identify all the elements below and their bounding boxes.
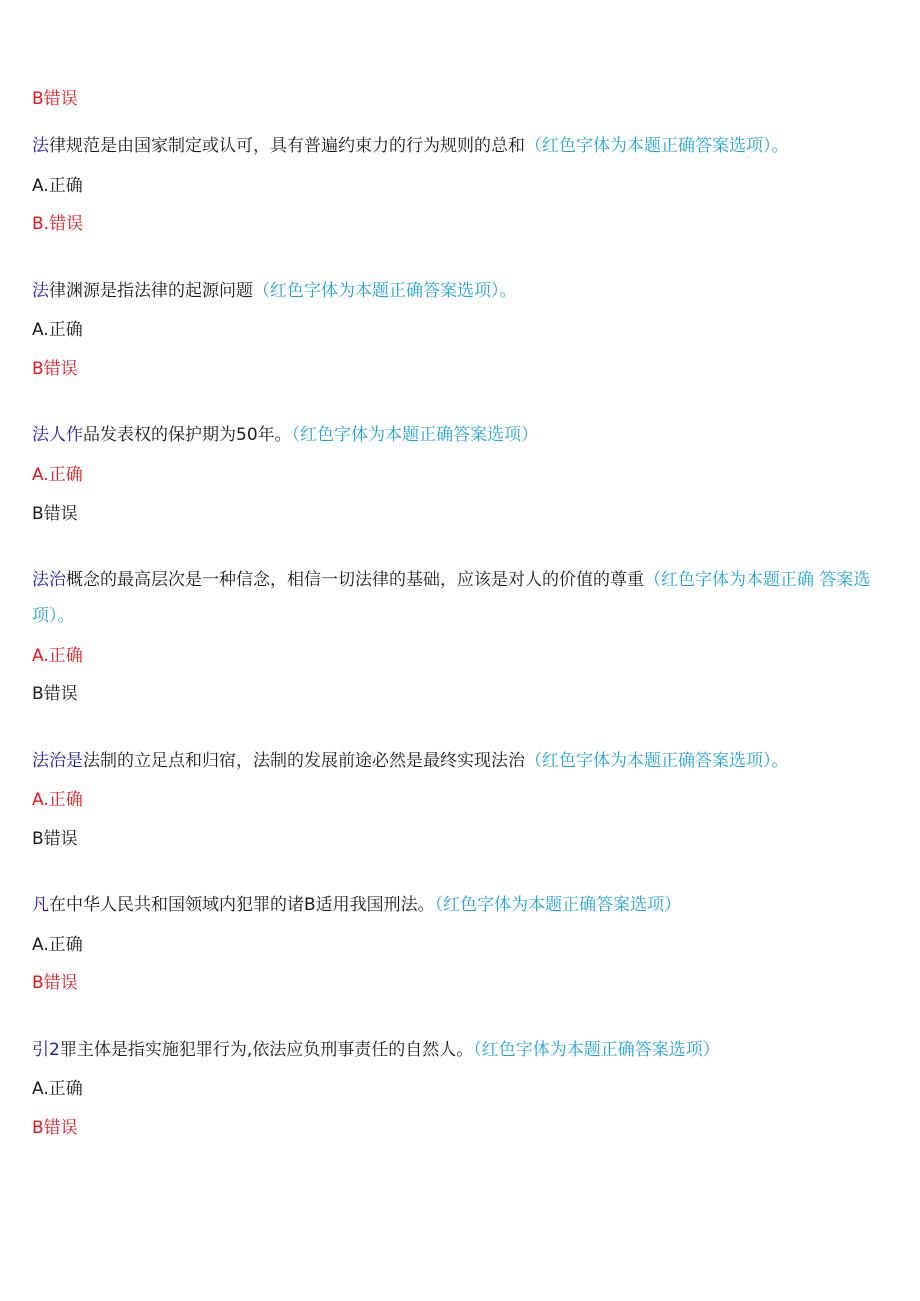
question-lead: 法治是 (32, 751, 83, 771)
prev-question-option-b: B错误 (32, 89, 78, 109)
question-4-option-b: B错误 (32, 684, 78, 704)
question-3-text (32, 417, 882, 453)
question-lead: 法治 (32, 570, 66, 590)
answer-hint: （红色字体为本题正确答案选项）。 (525, 136, 789, 156)
question-lead: 凡 (32, 895, 49, 915)
question-6-text (32, 887, 882, 923)
question-4-option-a: A.正确 (32, 646, 83, 666)
question-5-text (32, 743, 882, 779)
answer-hint: （红色字体为本题正确答案选项） (434, 895, 682, 915)
question-body: 概念的最高层次是一种信念，相信一切法律的基础，应该是对人的价值的尊重 (66, 570, 644, 590)
answer-hint: （红色字体为本题正确答案选项） (291, 425, 539, 445)
question-body: 律规范是由国家制定或认可，具有普遍约束力的行为规则的总和 (49, 136, 525, 156)
question-7-text (32, 1032, 882, 1068)
question-1-text (32, 128, 882, 164)
answer-hint: （红色字体为本题正确答案选项） (473, 1040, 720, 1060)
question-1-option-b: B.错误 (32, 214, 84, 234)
question-7-option-b: B错误 (32, 1118, 78, 1138)
question-5-option-b: B错误 (32, 829, 78, 849)
question-body: 法制的立足点和归宿，法制的发展前途必然是最终实现法治 (83, 751, 525, 771)
question-2-option-a: A.正确 (32, 320, 83, 340)
question-3-option-a: A.正确 (32, 465, 83, 485)
question-2-option-b: B错误 (32, 359, 78, 379)
answer-hint: （红色字体为本题正确答案选项）。 (525, 751, 789, 771)
question-body: 品发表权的保护期为50年。 (83, 425, 292, 445)
answer-hint: （红色字体为本题正确 答案选项）。 (32, 570, 871, 626)
question-body: 罪主体是指实施犯罪行为,依法应负刑事责任的自然人。 (59, 1040, 474, 1060)
question-7-option-a: A.正确 (32, 1079, 83, 1099)
question-lead: 引2 (32, 1040, 60, 1060)
question-6-option-b: B错误 (32, 973, 78, 993)
answer-hint: （红色字体为本题正确答案选项）。 (253, 281, 517, 301)
question-3-option-b: B错误 (32, 504, 78, 524)
question-6-option-a: A.正确 (32, 935, 83, 955)
question-4-text (32, 562, 882, 634)
question-lead: 法人作 (32, 425, 83, 445)
question-lead: 法 (32, 281, 49, 301)
question-body: 律渊源是指法律的起源问题 (49, 281, 253, 301)
question-lead: 法 (32, 136, 49, 156)
question-5-option-a: A.正确 (32, 790, 83, 810)
question-2-text (32, 273, 882, 309)
question-body: 在中华人民共和国领域内犯罪的诸B适用我国刑法。 (49, 895, 435, 915)
question-1-option-a: A.正确 (32, 176, 83, 196)
